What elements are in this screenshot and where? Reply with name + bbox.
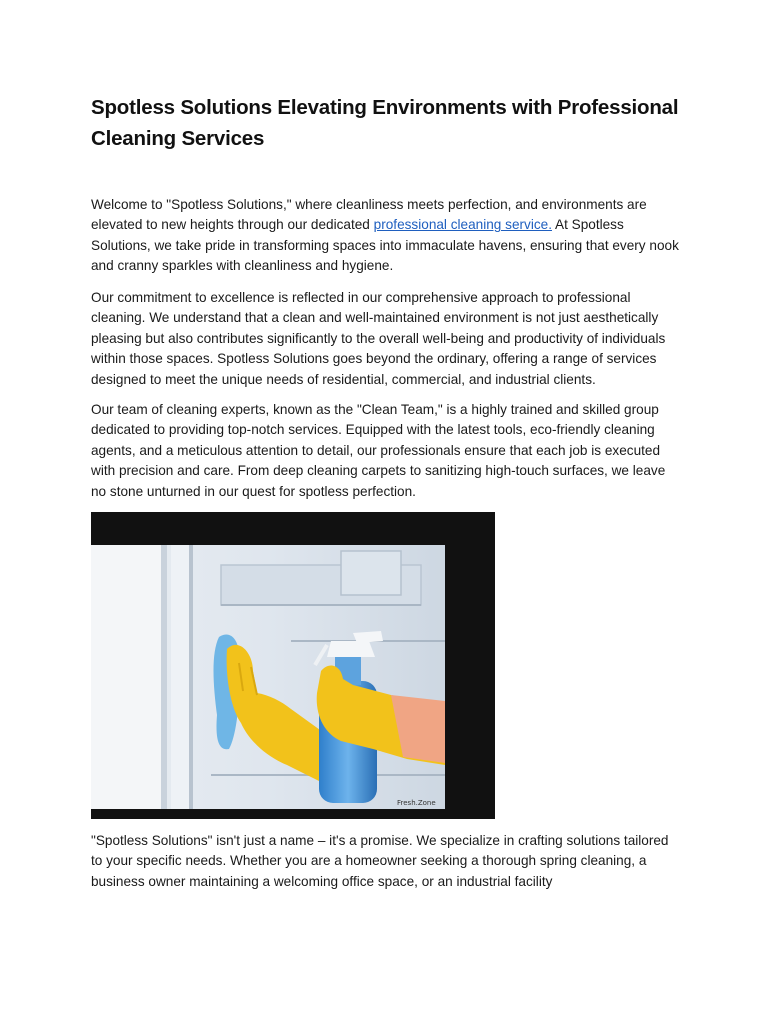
document-title: Spotless Solutions Elevating Environments with Professional Cleaning Services [91,96,679,150]
photo-watermark: Fresh.Zone [397,799,436,807]
paragraph-intro [91,195,681,277]
paragraph-intro-before-link: Welcome to "Spotless Solutions," where cleanliness meets perfection, and environments are elevated to new heights through our dedicated [91,197,647,233]
paragraph-intro-after-link: At Spotless Solutions, we take pride in transforming spaces into immaculate havens, ensuring that every nook and cranny sparkles with cleanliness and hygiene. [91,217,679,274]
paragraph-clean-team: Our team of cleaning experts, known as the "Clean Team," is a highly trained and skilled group dedicated to providing top-notch services. Equipped with the latest tools, eco-friendly cleaning agents, and a meticulous attention to detail, our professionals ensure that each job is executed with precision and care. From deep cleaning carpets to sanitizing high-touch surfaces, we leave no stone unturned in our quest for spotless perfection. [91,402,666,499]
cleaning-photo [91,512,495,819]
cleaning-photo-illustration [91,545,445,809]
professional-cleaning-service-link[interactable]: professional cleaning service. [373,217,552,233]
paragraph-commitment: Our commitment to excellence is reflected in our comprehensive approach to professional cleaning. We understand that a clean and well-maintained environment is not just aesthetically pleasing but also contributes significantly to the overall well-being and productivity of individuals within those spaces. Spotless Solutions goes beyond the ordinary, offering a range of services designed to meet the unique needs of residential, commercial, and industrial clients. [91,290,666,387]
paragraph-promise: "Spotless Solutions" isn't just a name – it's a promise. We specialize in crafting solutions tailored to your specific needs. Whether you are a homeowner seeking a thorough spring cleaning, a business owner maintaining a welcoming office space, or an industrial facility [91,833,669,889]
